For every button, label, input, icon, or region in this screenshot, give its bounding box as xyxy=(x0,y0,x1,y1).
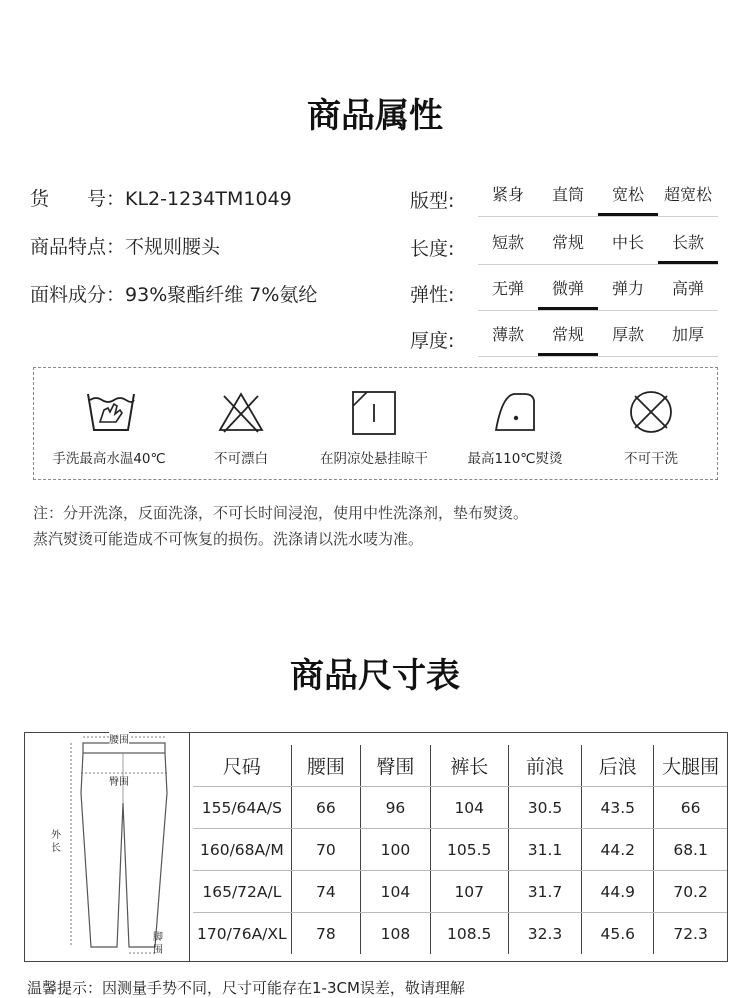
size-table-header-cell: 腰围 xyxy=(291,745,360,787)
table-cell: 104 xyxy=(430,787,508,829)
table-cell: 108.5 xyxy=(430,913,508,955)
table-cell: 44.2 xyxy=(582,829,654,871)
attr-option-selected: 常规 xyxy=(538,320,598,356)
table-cell: 107 xyxy=(430,871,508,913)
attr-option: 常规 xyxy=(551,233,584,252)
table-cell: 104 xyxy=(361,871,431,913)
attr-label: 货 号： xyxy=(30,188,126,210)
size-table-header-cell: 尺码 xyxy=(193,745,291,787)
care-text: 在阴凉处悬挂晾干 xyxy=(320,451,428,467)
table-cell: 31.7 xyxy=(508,871,582,913)
size-table-header-cell: 前浪 xyxy=(508,745,582,787)
table-cell: 44.9 xyxy=(582,871,654,913)
table-cell: 66 xyxy=(291,787,360,829)
attr-value: 不规则腰头 xyxy=(125,236,221,258)
attr-feature xyxy=(30,232,220,259)
table-cell: 78 xyxy=(291,913,360,955)
attr-fabric xyxy=(30,280,317,307)
table-cell: 32.3 xyxy=(508,913,582,955)
table-cell: 155/64A/S xyxy=(193,787,291,829)
care-text: 不可干洗 xyxy=(624,451,678,467)
table-cell: 100 xyxy=(361,829,431,871)
care-item-hand-wash xyxy=(34,368,184,481)
size-table-header-cell: 臀围 xyxy=(361,745,431,787)
table-row xyxy=(193,787,727,829)
attr-option: 无弹 xyxy=(491,279,524,298)
size-chart xyxy=(24,732,728,962)
care-note-line-1: 注：分开洗涤，反面洗涤，不可长时间浸泡，使用中性洗涤剂，垫布熨烫。 xyxy=(33,504,529,522)
care-instructions xyxy=(33,367,718,480)
size-chart-title: 商品尺寸表 xyxy=(290,656,460,696)
care-note-line-2: 蒸汽熨烫可能造成不可恢复的损伤。洗涤请以洗水唛为准。 xyxy=(33,530,424,548)
table-cell: 170/76A/XL xyxy=(193,913,291,955)
table-cell: 105.5 xyxy=(430,829,508,871)
care-item-iron xyxy=(440,368,590,481)
table-cell: 30.5 xyxy=(508,787,582,829)
attributes-title: 商品属性 xyxy=(307,96,443,136)
label-outseam: 外长 xyxy=(51,830,61,854)
attr-option: 弹力 xyxy=(611,279,644,298)
table-cell: 96 xyxy=(361,787,431,829)
hand-wash-icon xyxy=(84,388,138,436)
attr-option-selected: 微弹 xyxy=(538,274,598,310)
table-cell: 160/68A/M xyxy=(193,829,291,871)
attr-row-label: 弹性: xyxy=(410,284,455,306)
attr-option-selected: 宽松 xyxy=(598,180,658,216)
label-hip: 臀围 xyxy=(109,777,129,788)
iron-110-icon xyxy=(490,388,540,436)
attr-option: 高弹 xyxy=(671,279,704,298)
table-row xyxy=(193,913,727,955)
attr-label: 面料成分： xyxy=(30,284,126,306)
size-table xyxy=(193,745,727,954)
label-waist: 腰围 xyxy=(109,731,129,746)
table-cell: 31.1 xyxy=(508,829,582,871)
table-row xyxy=(193,829,727,871)
attr-item-number xyxy=(30,184,292,211)
pants-diagram xyxy=(25,733,190,961)
attr-options xyxy=(478,274,718,311)
table-cell: 72.3 xyxy=(673,924,708,943)
attr-option: 加厚 xyxy=(671,325,704,344)
attr-option-selected: 长款 xyxy=(658,228,718,264)
table-cell: 70.2 xyxy=(654,871,727,913)
attr-option: 厚款 xyxy=(611,325,644,344)
no-bleach-icon xyxy=(216,388,266,436)
attr-option: 超宽松 xyxy=(663,185,712,204)
label-hem: 脚围 xyxy=(153,932,163,956)
care-text: 手洗最高水温40℃ xyxy=(52,451,166,467)
attr-label: 商品特点： xyxy=(30,236,126,258)
attr-options xyxy=(478,228,718,265)
attr-value: 93%聚酯纤维 7%氨纶 xyxy=(125,284,318,306)
size-table-header-cell: 后浪 xyxy=(582,745,654,787)
care-item-no-bleach xyxy=(166,368,316,481)
size-table-header-cell: 裤长 xyxy=(430,745,508,787)
table-cell: 68.1 xyxy=(654,829,727,871)
table-cell: 43.5 xyxy=(582,787,654,829)
pants-outline-icon xyxy=(25,733,189,961)
attr-value: KL2-1234TM1049 xyxy=(125,188,292,210)
table-cell: 70 xyxy=(291,829,360,871)
attr-option: 直筒 xyxy=(551,185,584,204)
attr-row-label: 版型: xyxy=(410,190,455,212)
attr-options xyxy=(478,180,718,217)
line-dry-shade-icon xyxy=(349,388,399,436)
attr-option: 薄款 xyxy=(491,325,524,344)
care-item-line-dry xyxy=(299,368,449,481)
table-cell: 66 xyxy=(654,787,727,829)
attr-options xyxy=(478,320,718,357)
measurement-tip: 温馨提示：因测量手势不同，尺寸可能存在1-3CM误差，敬请理解 xyxy=(27,979,465,997)
table-cell: 74 xyxy=(291,871,360,913)
table-cell: 45.6 xyxy=(582,913,654,955)
care-text: 不可漂白 xyxy=(214,451,268,467)
attr-option: 短款 xyxy=(491,233,524,252)
table-cell: 108 xyxy=(361,913,431,955)
table-row xyxy=(193,871,727,913)
size-table-header xyxy=(193,745,727,787)
care-item-no-dry-clean xyxy=(576,368,726,481)
table-cell: 165/72A/L xyxy=(193,871,291,913)
no-dry-clean-icon xyxy=(626,388,676,436)
attr-row-label: 长度: xyxy=(410,238,455,260)
attr-option: 中长 xyxy=(611,233,644,252)
attr-row-label: 厚度: xyxy=(410,330,455,352)
attr-option: 紧身 xyxy=(491,185,524,204)
size-table-header-cell: 大腿围 xyxy=(654,745,727,787)
care-text: 最高110℃熨烫 xyxy=(467,451,563,467)
